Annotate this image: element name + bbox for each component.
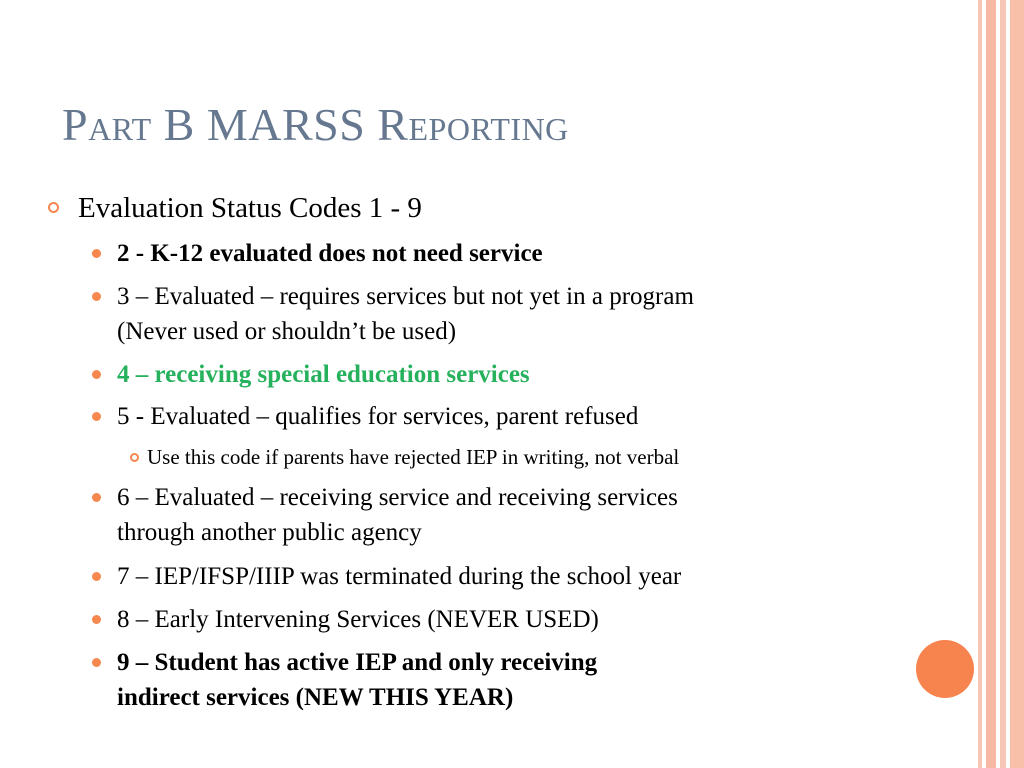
decorative-stripe <box>1000 0 1006 768</box>
dot-bullet-icon <box>92 412 101 421</box>
ring-bullet-icon <box>48 202 59 213</box>
dot-bullet-icon <box>92 658 101 667</box>
decorative-stripe <box>1010 0 1024 768</box>
list-item: 9 – Student has active IEP and only receiving <box>117 649 598 676</box>
list-item-continuation: through another public agency <box>117 519 422 546</box>
dot-bullet-icon <box>92 249 101 258</box>
list-item: 7 – IEP/IFSP/IIIP was terminated during the school year <box>117 563 682 590</box>
slide-title: Part B MARSS Reporting <box>62 99 569 150</box>
decorative-stripe <box>986 0 996 768</box>
ring-bullet-icon <box>130 453 139 462</box>
level1-text: Evaluation Status Codes 1 - 9 <box>78 192 422 224</box>
list-item: 3 – Evaluated – requires services but not yet in a program <box>117 283 694 310</box>
list-item-highlighted: 4 – receiving special education services <box>117 361 530 388</box>
list-item: 6 – Evaluated – receiving service and receiving services <box>117 484 678 511</box>
accent-circle <box>916 640 974 698</box>
dot-bullet-icon <box>92 615 101 624</box>
sub-list-item: Use this code if parents have rejected IEP in writing, not verbal <box>147 445 680 469</box>
list-item-continuation: (Never used or shouldn’t be used) <box>117 318 457 345</box>
list-item-continuation: indirect services (NEW THIS YEAR) <box>117 684 514 711</box>
dot-bullet-icon <box>92 292 101 301</box>
decorative-stripe <box>978 0 982 768</box>
dot-bullet-icon <box>92 493 101 502</box>
dot-bullet-icon <box>92 370 101 379</box>
list-item: 8 – Early Intervening Services (NEVER USED) <box>117 606 599 633</box>
list-item: 5 - Evaluated – qualifies for services, parent refused <box>117 403 639 430</box>
list-item: 2 - K-12 evaluated does not need service <box>117 240 543 267</box>
dot-bullet-icon <box>92 572 101 581</box>
